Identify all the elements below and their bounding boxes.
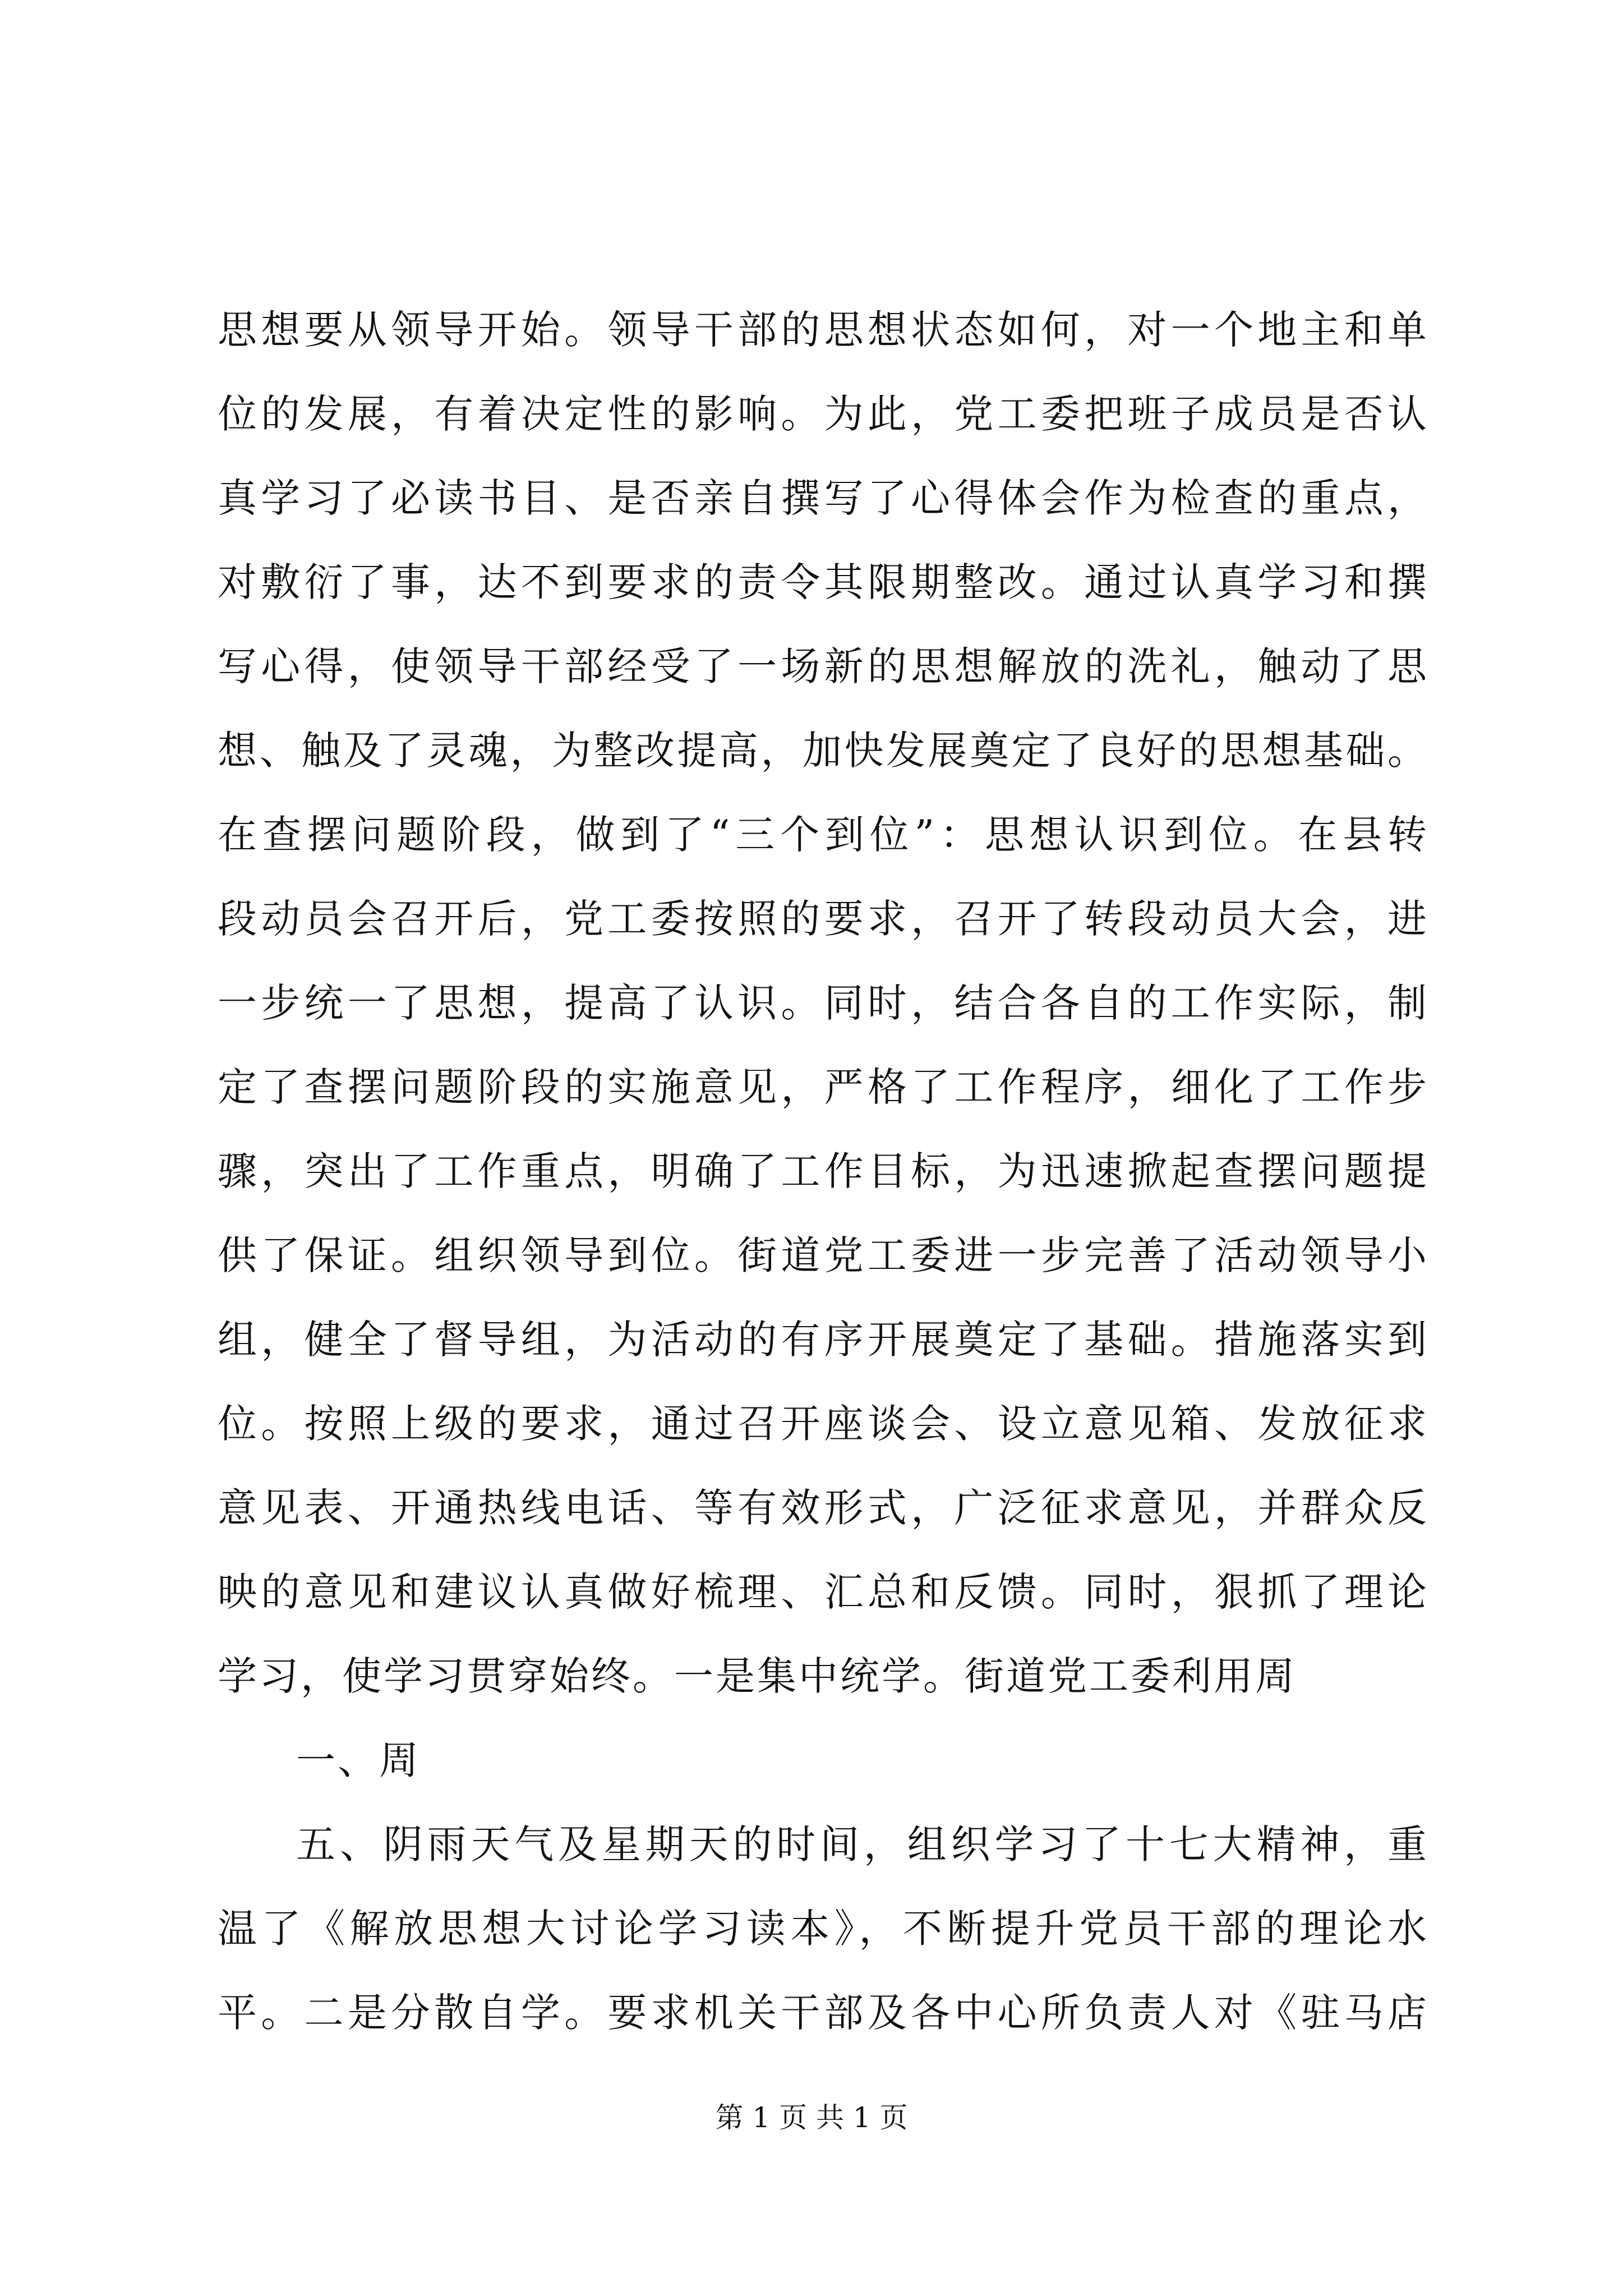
- body-line-10: 定了查摆问题阶段的实施意见，严格了工作程序，细化了工作步: [218, 1064, 1429, 1110]
- body-line-7: 在查摆问题阶段，做到了“三个到位”：思想认识到位。在县转: [218, 812, 1429, 858]
- page-footer: 第 1 页 共 1 页: [715, 2101, 908, 2134]
- body-line-15: 意见表、开通热线电话、等有效形式，广泛征求意见，并群众反: [218, 1485, 1429, 1531]
- body-line-21: 平。二是分散自学。要求机关干部及各中心所负责人对《驻马店: [218, 1990, 1429, 2036]
- body-line-8: 段动员会召开后，党工委按照的要求，召开了转段动员大会，进: [218, 896, 1429, 942]
- body-line-13: 组，健全了督导组，为活动的有序开展奠定了基础。措施落实到: [218, 1317, 1429, 1363]
- body-line-17: 学习，使学习贯穿始终。一是集中统学。街道党工委利用周: [218, 1653, 1297, 1699]
- body-line-4: 对敷衍了事，达不到要求的责令其限期整改。通过认真学习和撰: [218, 559, 1429, 605]
- body-line-6: 想、触及了灵魂，为整改提高，加快发展奠定了良好的思想基础。: [218, 728, 1429, 774]
- section-heading: 一、周: [296, 1737, 421, 1783]
- body-line-11: 骤，突出了工作重点，明确了工作目标，为迅速掀起查摆问题提: [218, 1148, 1429, 1194]
- body-line-5: 写心得，使领导干部经受了一场新的思想解放的洗礼，触动了思: [218, 643, 1429, 689]
- body-line-12: 供了保证。组织领导到位。街道党工委进一步完善了活动领导小: [218, 1232, 1429, 1278]
- body-line-20: 温了《解放思想大讨论学习读本》，不断提升党员干部的理论水: [218, 1906, 1429, 1952]
- body-line-3: 真学习了必读书目、是否亲自撰写了心得体会作为检查的重点，: [218, 475, 1429, 521]
- body-line-16: 映的意见和建议认真做好梳理、汇总和反馈。同时，狠抓了理论: [218, 1569, 1429, 1615]
- body-line-14: 位。按照上级的要求，通过召开座谈会、设立意见箱、发放征求: [218, 1401, 1429, 1447]
- body-line-2: 位的发展，有着决定性的影响。为此，党工委把班子成员是否认: [218, 391, 1429, 437]
- body-line-9: 一步统一了思想，提高了认识。同时，结合各自的工作实际，制: [218, 980, 1429, 1026]
- body-line-1: 思想要从领导开始。领导干部的思想状态如何，对一个地主和单: [218, 307, 1429, 353]
- body-line-19: 五、阴雨天气及星期天的时间，组织学习了十七大精神，重: [296, 1821, 1429, 1867]
